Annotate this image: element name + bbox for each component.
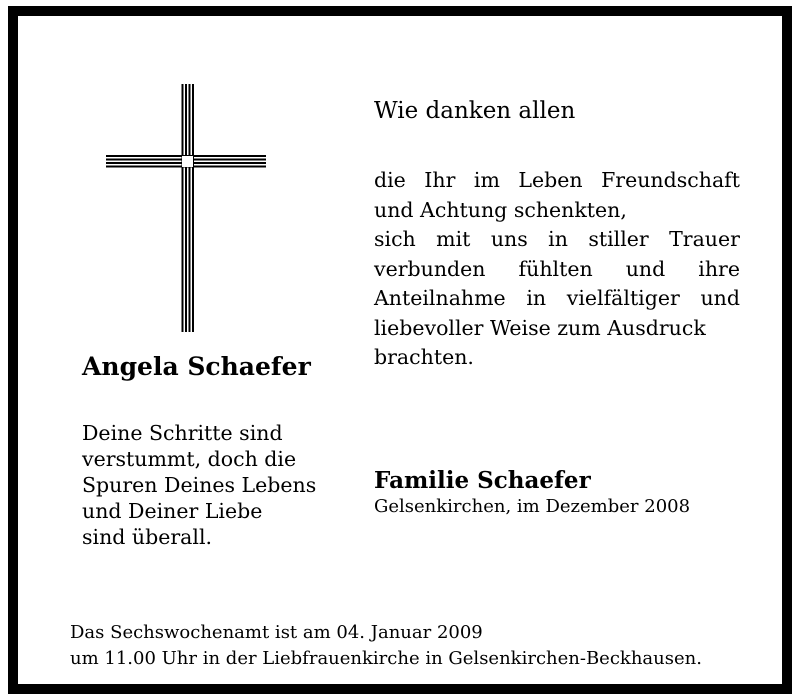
word: und bbox=[700, 286, 740, 310]
word: stiller bbox=[588, 227, 649, 251]
word: die bbox=[374, 168, 406, 192]
thanks-line: liebevoller Weise zum Ausdruck bbox=[374, 315, 706, 340]
word: sich bbox=[374, 227, 416, 251]
verse-line: verstummt, doch die bbox=[82, 447, 297, 471]
word: ihre bbox=[698, 256, 740, 281]
thanks-line bbox=[374, 166, 740, 196]
thanks-line bbox=[374, 284, 740, 314]
word: Ihr bbox=[424, 168, 456, 192]
notice-line: um 11.00 Uhr in der Liebfrauenkirche in Gelsenkirchen-Beckhausen. bbox=[70, 648, 702, 669]
deceased-name: Angela Schaefer bbox=[82, 352, 311, 381]
word: und bbox=[625, 256, 666, 281]
word: mit bbox=[436, 227, 471, 251]
word: Trauer bbox=[669, 227, 740, 251]
thanks-line: und Achtung schenkten, bbox=[374, 197, 627, 222]
word: fühlten bbox=[518, 256, 593, 281]
notice-line: Das Sechswochenamt ist am 04. Januar 2009 bbox=[70, 622, 483, 643]
thanks-line: brachten. bbox=[374, 345, 474, 369]
word: vielfältiger bbox=[566, 286, 680, 310]
word: verbunden bbox=[374, 256, 486, 281]
family-signature: Familie Schaefer bbox=[374, 467, 591, 494]
thanks-heading: Wie danken allen bbox=[374, 98, 576, 124]
verse-line: und Deiner Liebe bbox=[82, 499, 263, 523]
word: in bbox=[548, 227, 568, 251]
thanks-text bbox=[374, 166, 740, 373]
memorial-mass-notice bbox=[70, 620, 702, 672]
thanks-line bbox=[374, 255, 740, 285]
place-date: Gelsenkirchen, im Dezember 2008 bbox=[374, 496, 691, 517]
word: im bbox=[473, 168, 500, 192]
thanks-line bbox=[374, 225, 740, 255]
word: uns bbox=[490, 227, 528, 251]
word: Leben bbox=[518, 168, 583, 192]
cross-icon bbox=[106, 84, 266, 332]
obituary-frame bbox=[8, 6, 792, 694]
memorial-verse bbox=[82, 420, 362, 550]
word: in bbox=[526, 286, 547, 310]
verse-line: Spuren Deines Lebens bbox=[82, 473, 317, 497]
word: Freundschaft bbox=[601, 168, 740, 192]
verse-line: sind überall. bbox=[82, 525, 213, 549]
word: Anteilnahme bbox=[374, 286, 506, 310]
verse-line: Deine Schritte sind bbox=[82, 421, 283, 445]
